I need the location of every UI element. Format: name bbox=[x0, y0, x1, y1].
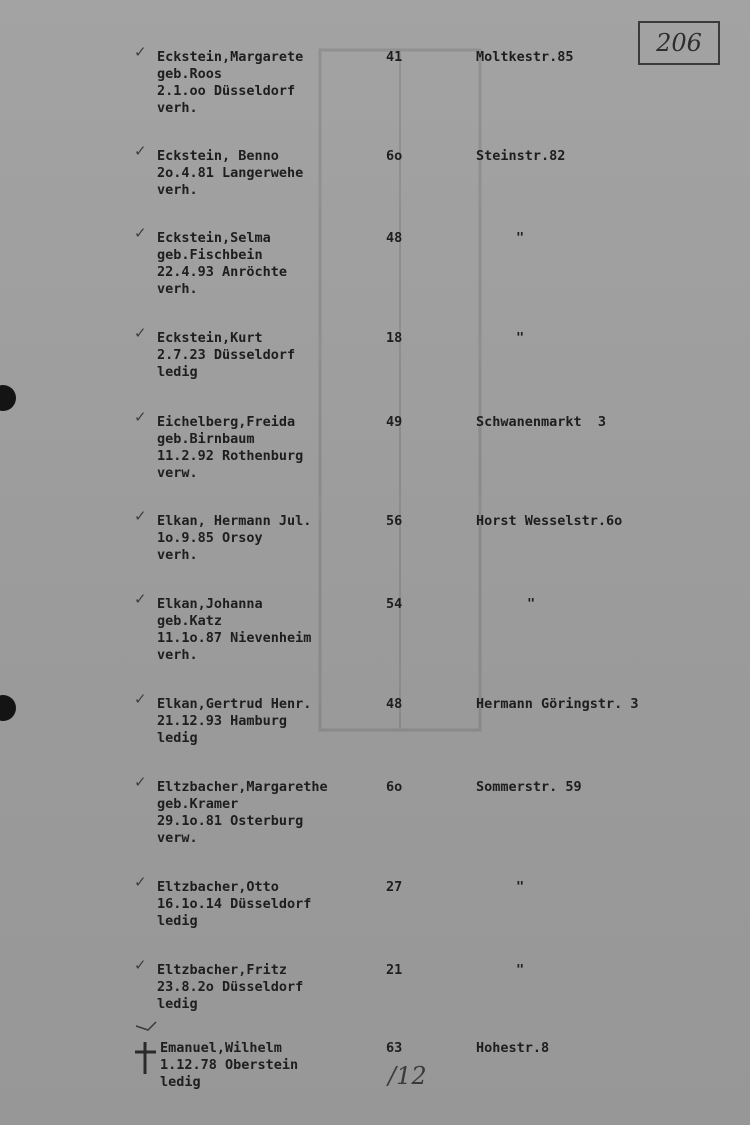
person-age: 63 bbox=[386, 1040, 403, 1056]
person-detail-line: ledig bbox=[157, 730, 198, 746]
person-address-ditto: " bbox=[527, 596, 536, 612]
person-details bbox=[157, 49, 303, 117]
person-detail-line: verh. bbox=[157, 182, 198, 198]
person-name: Eltzbacher,Otto bbox=[157, 879, 279, 895]
person-details bbox=[157, 513, 311, 564]
check-mark-icon: ✓ bbox=[134, 956, 147, 974]
person-address: Steinstr.82 bbox=[476, 148, 566, 164]
person-address-ditto: " bbox=[516, 330, 525, 346]
person-details bbox=[157, 414, 303, 482]
check-mark-icon: ✓ bbox=[134, 408, 147, 426]
person-age: 54 bbox=[386, 596, 403, 612]
check-mark-icon: ✓ bbox=[134, 773, 147, 791]
person-detail-line: 2.7.23 Düsseldorf bbox=[157, 347, 296, 363]
punch-hole-lower bbox=[0, 695, 16, 721]
person-address: Hermann Göringstr. 3 bbox=[476, 696, 639, 712]
person-detail-line: 21.12.93 Hamburg bbox=[157, 713, 288, 729]
person-detail-line: 22.4.93 Anröchte bbox=[157, 264, 288, 280]
person-address: Horst Wesselstr.6o bbox=[476, 513, 623, 529]
check-mark-icon: ✓ bbox=[134, 590, 147, 608]
person-details bbox=[157, 779, 328, 847]
person-name: Eichelberg,Freida bbox=[157, 414, 296, 430]
person-detail-line: verh. bbox=[157, 100, 198, 116]
person-age: 18 bbox=[386, 330, 403, 346]
person-name: Eltzbacher,Fritz bbox=[157, 962, 288, 978]
person-detail-line: ledig bbox=[157, 913, 198, 929]
person-details bbox=[160, 1040, 298, 1091]
person-name: Elkan, Hermann Jul. bbox=[157, 513, 312, 529]
person-address: Hohestr.8 bbox=[476, 1040, 550, 1056]
punch-hole-upper bbox=[0, 385, 16, 411]
person-age: 41 bbox=[386, 49, 403, 65]
person-age: 21 bbox=[386, 962, 403, 978]
person-address: Sommerstr. 59 bbox=[476, 779, 582, 795]
person-detail-line: verh. bbox=[157, 547, 198, 563]
person-name: Eckstein,Kurt bbox=[157, 330, 263, 346]
person-detail-line: 29.1o.81 Osterburg bbox=[157, 813, 304, 829]
person-detail-line: verw. bbox=[157, 830, 198, 846]
person-detail-line: 11.2.92 Rothenburg bbox=[157, 448, 304, 464]
person-detail-line: ledig bbox=[160, 1074, 201, 1090]
person-detail-line: ledig bbox=[157, 996, 198, 1012]
person-detail-line: 2o.4.81 Langerwehe bbox=[157, 165, 304, 181]
check-mark-icon: ✓ bbox=[134, 43, 147, 61]
person-detail-line: 23.8.2o Düsseldorf bbox=[157, 979, 304, 995]
person-age: 27 bbox=[386, 879, 403, 895]
person-detail-line: verh. bbox=[157, 647, 198, 663]
faint-background-stamp bbox=[300, 40, 500, 740]
person-details bbox=[157, 330, 295, 381]
person-age: 56 bbox=[386, 513, 403, 529]
person-details bbox=[157, 879, 311, 930]
check-mark-icon: ✓ bbox=[134, 873, 147, 891]
person-name: Emanuel,Wilhelm bbox=[160, 1040, 282, 1056]
person-age: 48 bbox=[386, 696, 403, 712]
person-name: Elkan,Gertrud Henr. bbox=[157, 696, 312, 712]
person-detail-line: 2.1.oo Düsseldorf bbox=[157, 83, 296, 99]
person-details bbox=[157, 148, 303, 199]
person-detail-line: 1o.9.85 Orsoy bbox=[157, 530, 263, 546]
person-name: Eckstein, Benno bbox=[157, 148, 279, 164]
person-address: Schwanenmarkt 3 bbox=[476, 414, 607, 430]
person-address-ditto: " bbox=[516, 230, 525, 246]
person-details bbox=[157, 696, 311, 747]
person-detail-line: geb.Katz bbox=[157, 613, 223, 629]
check-mark-icon: ✓ bbox=[134, 224, 147, 242]
person-age: 6o bbox=[386, 148, 403, 164]
person-address-ditto: " bbox=[516, 962, 525, 978]
person-age: 49 bbox=[386, 414, 403, 430]
cross-icon bbox=[134, 1020, 160, 1076]
person-details bbox=[157, 230, 287, 298]
person-name: Eltzbacher,Margarethe bbox=[157, 779, 328, 795]
person-address-ditto: " bbox=[516, 879, 525, 895]
person-detail-line: verh. bbox=[157, 281, 198, 297]
person-detail-line: 1.12.78 Oberstein bbox=[160, 1057, 299, 1073]
person-name: Elkan,Johanna bbox=[157, 596, 263, 612]
check-mark-icon: ✓ bbox=[134, 507, 147, 525]
person-detail-line: geb.Roos bbox=[157, 66, 223, 82]
person-age: 48 bbox=[386, 230, 403, 246]
handwritten-bottom-note: /12 bbox=[388, 1062, 427, 1090]
handwritten-page-number: 206 bbox=[638, 21, 720, 65]
person-detail-line: 16.1o.14 Düsseldorf bbox=[157, 896, 312, 912]
person-detail-line: geb.Birnbaum bbox=[157, 431, 255, 447]
person-details bbox=[157, 596, 311, 664]
check-mark-icon: ✓ bbox=[134, 324, 147, 342]
person-detail-line: geb.Kramer bbox=[157, 796, 239, 812]
person-detail-line: geb.Fischbein bbox=[157, 247, 263, 263]
check-mark-icon: ✓ bbox=[134, 690, 147, 708]
person-detail-line: verw. bbox=[157, 465, 198, 481]
person-age: 6o bbox=[386, 779, 403, 795]
person-details bbox=[157, 962, 303, 1013]
check-mark-icon: ✓ bbox=[134, 142, 147, 160]
person-address: Moltkestr.85 bbox=[476, 49, 574, 65]
person-name: Eckstein,Selma bbox=[157, 230, 271, 246]
person-detail-line: ledig bbox=[157, 364, 198, 380]
person-detail-line: 11.1o.87 Nievenheim bbox=[157, 630, 312, 646]
person-name: Eckstein,Margarete bbox=[157, 49, 304, 65]
